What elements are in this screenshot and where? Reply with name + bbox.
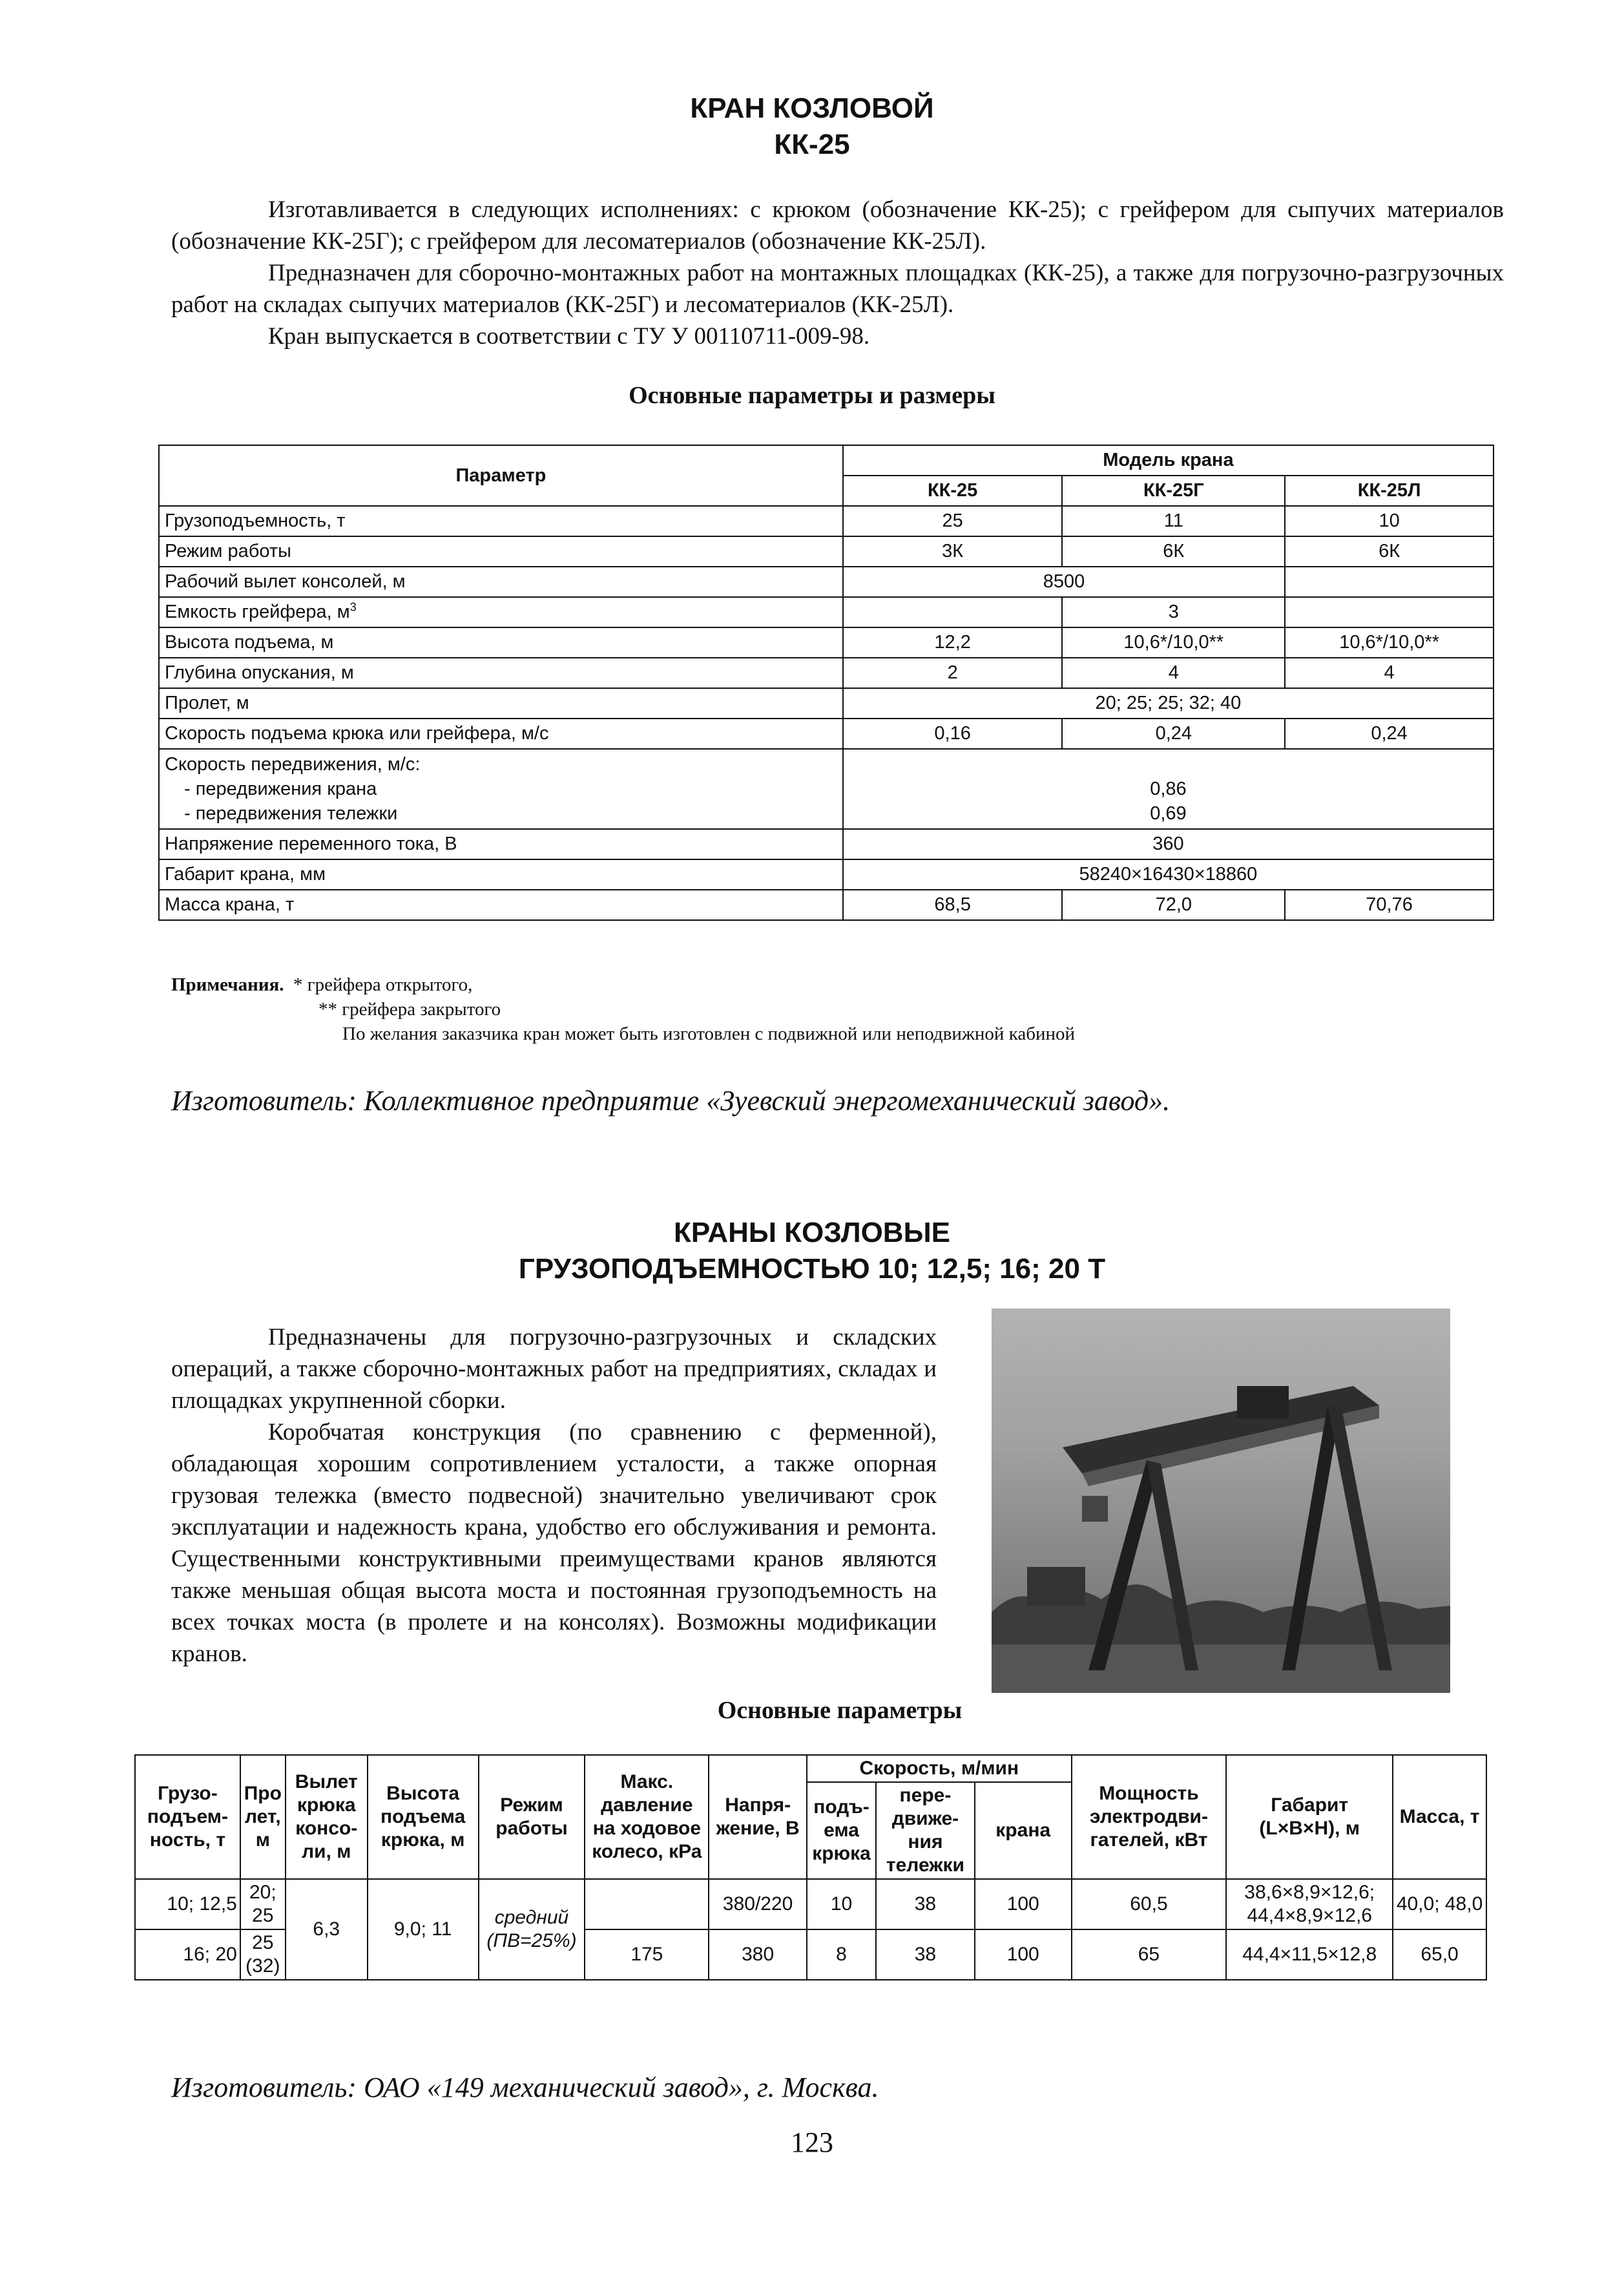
table-row: Глубина опускания, м 2 4 4 [159,658,1494,688]
gantry-crane-illustration [992,1308,1450,1693]
section1-paragraph-1: Изготавливается в следующих исполнениях: с крюком (обозначение КК-25); с грейфером для сыпучих материалов (обозначение КК-25Г); с грейфером для лесоматериалов (обозначение КК-25Л). [171,196,1504,255]
header-speed-trolley: пере-движе-ния тележки [876,1782,975,1879]
header-power: Мощность электродви-гателей, кВт [1072,1755,1227,1879]
header-reach: Вылет крюка консо-ли, м [286,1755,368,1879]
table-row: Высота подъема, м 12,2 10,6*/10,0** 10,6*/10,0** [159,627,1494,658]
section2-description [171,1321,937,1670]
table-row: Грузоподъемность, т 25 11 10 [159,506,1494,536]
gantry-cranes-parameters-table [134,1754,1487,1980]
section1-paragraph-2: Предназначен для сборочно-монтажных работ на монтажных площадках (КК-25), а также для погрузочно-разгрузочных работ на складах сыпучих материалов (КК-25Г) и лесоматериалов (КК-25Л). [171,260,1504,318]
header-model-kk25l: КК-25Л [1285,476,1494,506]
header-capacity: Грузо-подъем-ность, т [135,1755,240,1879]
table-row: 16; 20 25 (32) 175 380 8 38 100 65 44,4×11,5×12,8 65,0 [135,1929,1486,1980]
section2-title-line2: ГРУЗОПОДЪЕМНОСТЬЮ 10; 12,5; 16; 20 Т [518,1253,1106,1285]
section1-paragraph-3: Кран выпускается в соответствии с ТУ У 00110711-009-98. [268,323,870,350]
table-row: Скорость подъема крюка или грейфера, м/с 0,16 0,24 0,24 [159,719,1494,749]
header-height: Высота подъема крюка, м [368,1755,479,1879]
header-model-kk25g: КК-25Г [1062,476,1285,506]
section1-title [0,90,1624,163]
table-row: Напряжение переменного тока, В 360 [159,829,1494,859]
section1-title-line2: КК-25 [774,129,850,160]
header-mass: Масса, т [1393,1755,1486,1879]
header-model: Модель крана [843,445,1494,476]
header-voltage: Напря-жение, В [709,1755,807,1879]
notes-label: Примечания. [171,974,284,995]
table-row: Масса крана, т 68,5 72,0 70,76 [159,890,1494,920]
section1-title-line1: КРАН КОЗЛОВОЙ [690,92,934,124]
header-parameter: Параметр [159,445,843,506]
section2-table-caption: Основные параметры [717,1697,963,1724]
table-row: Скорость передвижения, м/с: - передвижения крана - передвижения тележки 0,86 0,69 [159,749,1494,829]
section1-manufacturer: Изготовитель: Коллективное предприятие «Зуевский энергомеханический завод». [171,1085,1171,1117]
header-model-kk25: КК-25 [843,476,1063,506]
section2-title [0,1215,1624,1287]
gantry-crane-photo [992,1308,1450,1693]
section1-table-caption: Основные параметры и размеры [629,382,995,409]
header-speed-hook: подъ-ема крюка [807,1782,876,1879]
table-row: 10; 12,5 20; 25 6,3 9,0; 11 средний (ПВ=25%) 380/220 10 38 100 60,5 38,6×8,9×12,6; 44,4×8,9×12,6 40,0; 48,0 [135,1879,1486,1929]
header-mode: Режим работы [479,1755,585,1879]
page-number: 123 [791,2127,833,2158]
section2-paragraph-1: Предназначены для погрузочно-разгрузочных и складских операций, а также сборочно-монтажных работ на предприятиях, складах и площадках укрупненной сборки. [171,1324,937,1414]
section1-notes [171,972,1502,1046]
header-span: Про лет, м [240,1755,286,1879]
section1-intro [171,194,1504,352]
header-pressure: Макс. давление на ходовое колесо, кРа [585,1755,709,1879]
note-closed-grab: ** грейфера закрытого [318,999,501,1020]
table-row: Пролет, м 20; 25; 25; 32; 40 [159,688,1494,719]
section2-title-line1: КРАНЫ КОЗЛОВЫЕ [673,1217,951,1248]
table-row: Габарит крана, мм 58240×16430×18860 [159,859,1494,890]
table-row: Рабочий вылет консолей, м 8500 [159,567,1494,597]
table-row: Режим работы 3К 6К 6К [159,536,1494,567]
section2-table-wrap [134,1754,1487,1980]
crane-kk25-parameters-table [158,445,1494,921]
section2-paragraph-2: Коробчатая конструкция (по сравнению с ферменной), обладающая хорошим сопротивлением усталости, а также опорная грузовая тележка (вместо подвесной) значительно увеличивают срок эксплуатации и надежность крана, удобство его обслуживания и ремонта. Существенными конструктивными преимуществами кранов являются также меньшая общая высота моста и постоянная грузоподъемность на всех точках моста (в пролете и на консолях). Возможны модификации кранов. [171,1419,937,1667]
section1-table-wrap [158,445,1494,921]
header-speed: Скорость, м/мин [807,1755,1072,1782]
header-dimensions: Габарит (L×B×H), м [1226,1755,1393,1879]
note-open-grab: * грейфера открытого, [293,974,473,995]
section2-manufacturer: Изготовитель: ОАО «149 механический завод», г. Москва. [171,2072,879,2103]
table-row: Емкость грейфера, $м^3$ 3 [159,597,1494,627]
header-speed-crane: крана [975,1782,1072,1879]
note-cabin: По желания заказчика кран может быть изготовлен с подвижной или неподвижной кабиной [342,1024,1076,1044]
